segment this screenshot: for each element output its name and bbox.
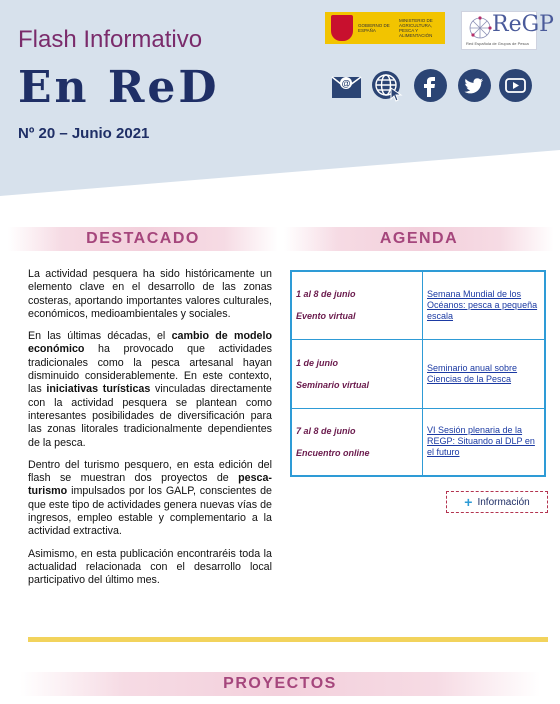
- agenda-event-link[interactable]: Seminario anual sobre Ciencias de la Pesca: [427, 362, 518, 384]
- agenda-date-cell: [291, 408, 423, 476]
- agenda-row: [291, 271, 545, 339]
- plus-icon: +: [464, 494, 473, 510]
- brand-title: En ReD: [18, 62, 220, 113]
- flash-title: Flash Informativo: [18, 26, 203, 53]
- destacado-paragraph-1: La actividad pesquera ha sido históricamente un elemento clave en el desarrollo de las zonas costeras, aportando importantes valores culturales, económicos, medioambientales y sociales.: [28, 268, 272, 320]
- emphasis-text: pesca-turismo: [28, 472, 272, 498]
- issue-number: Nº 20 – Junio 2021: [18, 125, 150, 142]
- agenda-date: 1 de junio: [296, 357, 339, 368]
- destacado-paragraph-4: Asimismo, en esta publicación encontraréis toda la actualidad relacionada con el desarrollo local participativo del último mes.: [28, 547, 272, 587]
- info-button[interactable]: [446, 491, 548, 513]
- destacado-article: [28, 268, 272, 597]
- network-icon: [466, 16, 494, 40]
- paragraph-text: Dentro del turismo pesquero, en esta edición del flash se muestran dos proyectos de: [28, 458, 272, 485]
- agenda-row: [291, 339, 545, 408]
- regp-caption: Red Española de Grupos de Pesca: [466, 41, 529, 46]
- agenda-event-type: Evento virtual: [296, 311, 356, 322]
- web-icon[interactable]: [370, 69, 403, 102]
- emphasis-text: cambio de modelo económico: [28, 330, 272, 356]
- agenda-event-cell: [423, 408, 546, 476]
- paragraph-text: ha provocado que actividades tradicionales como la pesca artesanal hayan disminuido considerablemente. En este contexto, las: [28, 343, 272, 396]
- agenda-date-cell: [291, 339, 423, 408]
- twitter-icon[interactable]: [458, 69, 491, 102]
- agenda-event-link[interactable]: VI Sesión plenaria de la REGP: Situando al DLP en el futuro: [427, 425, 535, 458]
- destacado-heading: DESTACADO: [8, 227, 278, 251]
- agenda-event-type: Seminario virtual: [296, 379, 370, 390]
- agenda-event-cell: [423, 339, 546, 408]
- proyectos-heading: PROYECTOS: [20, 672, 540, 696]
- gov-logo-line1: GOBIERNO DE ESPAÑA: [358, 23, 390, 33]
- destacado-paragraph-3: [28, 459, 272, 539]
- emphasis-text: iniciativas turísticas: [46, 383, 151, 396]
- agenda-date: 7 al 8 de junio: [296, 425, 356, 436]
- email-icon[interactable]: [330, 69, 363, 102]
- destacado-paragraph-2: [28, 330, 272, 450]
- government-logo[interactable]: [325, 12, 445, 44]
- paragraph-text: impulsados por los GALP, conscientes de que este tipo de actividades genera nuevas vías de ingresos, empleo estable y complementario a la actividad extractiva.: [28, 485, 272, 538]
- agenda-event-type: Encuentro online: [296, 447, 370, 458]
- agenda-table: [290, 270, 546, 477]
- agenda-event-link[interactable]: Semana Mundial de los Océanos: pesca a pequeña escala: [427, 288, 538, 321]
- agenda-event-cell: [423, 271, 546, 339]
- section-divider: [28, 637, 548, 642]
- agenda-date-cell: [291, 271, 423, 339]
- regp-logo-text: ReGP: [492, 12, 554, 37]
- newsletter-header: [0, 0, 560, 200]
- facebook-icon[interactable]: [414, 69, 447, 102]
- agenda-heading: AGENDA: [284, 227, 554, 251]
- agenda-row: [291, 408, 545, 476]
- agenda-date: 1 al 8 de junio: [296, 289, 356, 300]
- regp-logo[interactable]: [461, 11, 554, 50]
- paragraph-text: vinculadas directamente con la actividad pesquera se plantean como interesantes posibilidades de diversificación para las zonas litorales tradicionalmente dependientes de la pesca.: [28, 383, 272, 449]
- info-button-label: Información: [477, 496, 530, 508]
- gov-logo-line2: MINISTERIO DE AGRICULTURA, PESCA Y ALIMENTACIÓN: [399, 18, 433, 38]
- spain-shield-icon: [331, 15, 353, 41]
- paragraph-text: En las últimas décadas, el: [28, 330, 172, 343]
- youtube-icon[interactable]: [499, 69, 532, 102]
- svg-text:@: @: [341, 78, 351, 89]
